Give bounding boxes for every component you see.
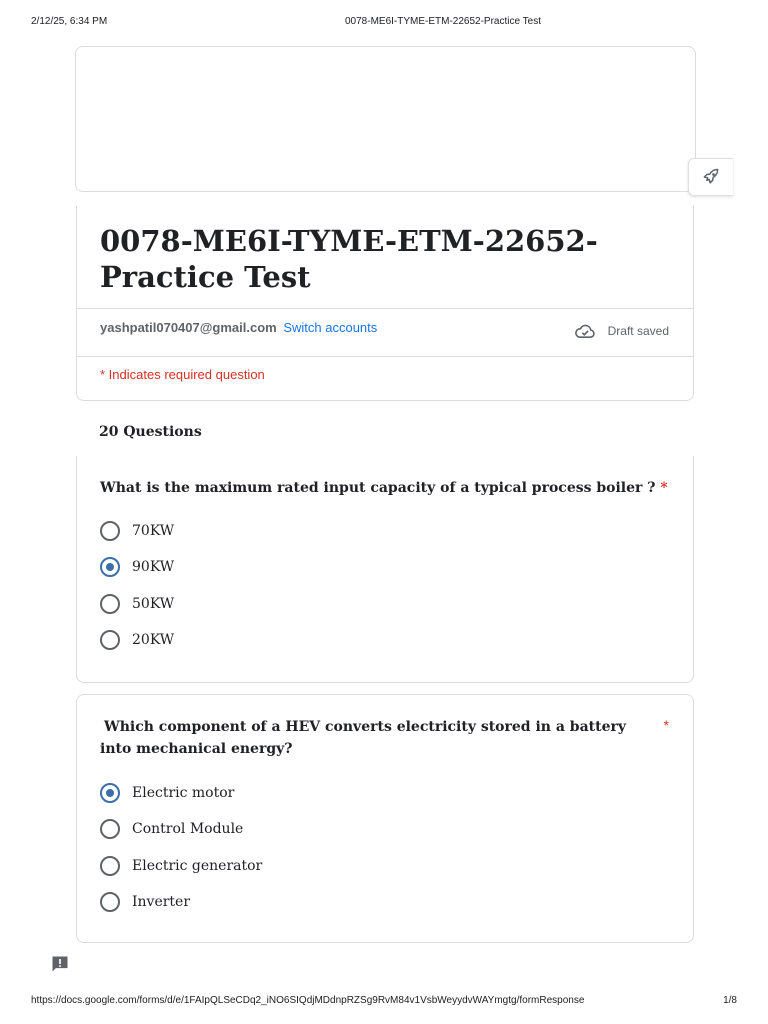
cloud-check-icon xyxy=(574,323,596,339)
draft-status-label: Draft saved xyxy=(607,324,669,338)
switch-accounts-link[interactable]: Switch accounts xyxy=(283,320,378,335)
draft-status xyxy=(574,323,669,339)
print-page-number: 1/8 xyxy=(723,995,737,1006)
form-title: 0078-ME6I-TYME-ETM-22652-Practice Test xyxy=(100,224,598,294)
option-label: 20KW xyxy=(132,632,175,648)
print-header xyxy=(0,16,768,30)
divider xyxy=(77,356,693,357)
required-asterisk: * xyxy=(660,480,668,496)
option-label: Electric motor xyxy=(132,785,235,801)
print-datetime: 2/12/25, 6:34 PM xyxy=(31,16,108,27)
question-title xyxy=(100,477,668,499)
option-20kw[interactable] xyxy=(100,630,174,650)
radio-button[interactable] xyxy=(100,521,120,541)
required-asterisk: * xyxy=(663,717,669,733)
questions-count: 20 Questions xyxy=(99,424,202,440)
option-inverter[interactable] xyxy=(100,892,190,912)
option-electric-generator[interactable] xyxy=(100,856,262,876)
option-70kw[interactable] xyxy=(100,521,174,541)
option-90kw[interactable] xyxy=(100,557,174,577)
option-label: 90KW xyxy=(132,559,175,575)
radio-button[interactable] xyxy=(100,856,120,876)
print-doc-title: 0078-ME6I-TYME-ETM-22652-Practice Test xyxy=(345,16,541,27)
question-text: Which component of a HEV converts electricity stored in a battery into mechanical energy? xyxy=(100,719,626,757)
radio-button-selected[interactable] xyxy=(100,783,120,803)
option-label: 70KW xyxy=(132,523,175,539)
divider xyxy=(77,308,693,309)
form-header-banner xyxy=(75,46,696,192)
rocket-button[interactable] xyxy=(688,158,733,196)
radio-button[interactable] xyxy=(100,630,120,650)
question-title xyxy=(100,716,630,760)
account-email: yashpatil070407@gmail.com xyxy=(100,320,277,335)
feedback-icon[interactable] xyxy=(50,954,70,979)
option-control-module[interactable] xyxy=(100,819,243,839)
option-label: Inverter xyxy=(132,894,191,910)
required-note: * Indicates required question xyxy=(100,367,265,382)
question-text: What is the maximum rated input capacity of a typical process boiler ? xyxy=(100,480,656,496)
radio-button[interactable] xyxy=(100,819,120,839)
account-row xyxy=(100,320,377,335)
print-url: https://docs.google.com/forms/d/e/1FAIpQLSeCDq2_iNO6SIQdjMDdnpRZSg9RvM84v1VsbWeyydvWAYmgtg/formResponse xyxy=(31,995,585,1006)
option-label: Control Module xyxy=(132,821,244,837)
option-label: Electric generator xyxy=(132,858,263,874)
question-card xyxy=(76,456,694,683)
question-card xyxy=(76,694,694,943)
form-title-card xyxy=(76,206,694,401)
radio-button-selected[interactable] xyxy=(100,557,120,577)
radio-button[interactable] xyxy=(100,892,120,912)
option-electric-motor[interactable] xyxy=(100,783,234,803)
rocket-icon xyxy=(701,167,721,187)
option-50kw[interactable] xyxy=(100,594,174,614)
radio-button[interactable] xyxy=(100,594,120,614)
option-label: 50KW xyxy=(132,596,175,612)
